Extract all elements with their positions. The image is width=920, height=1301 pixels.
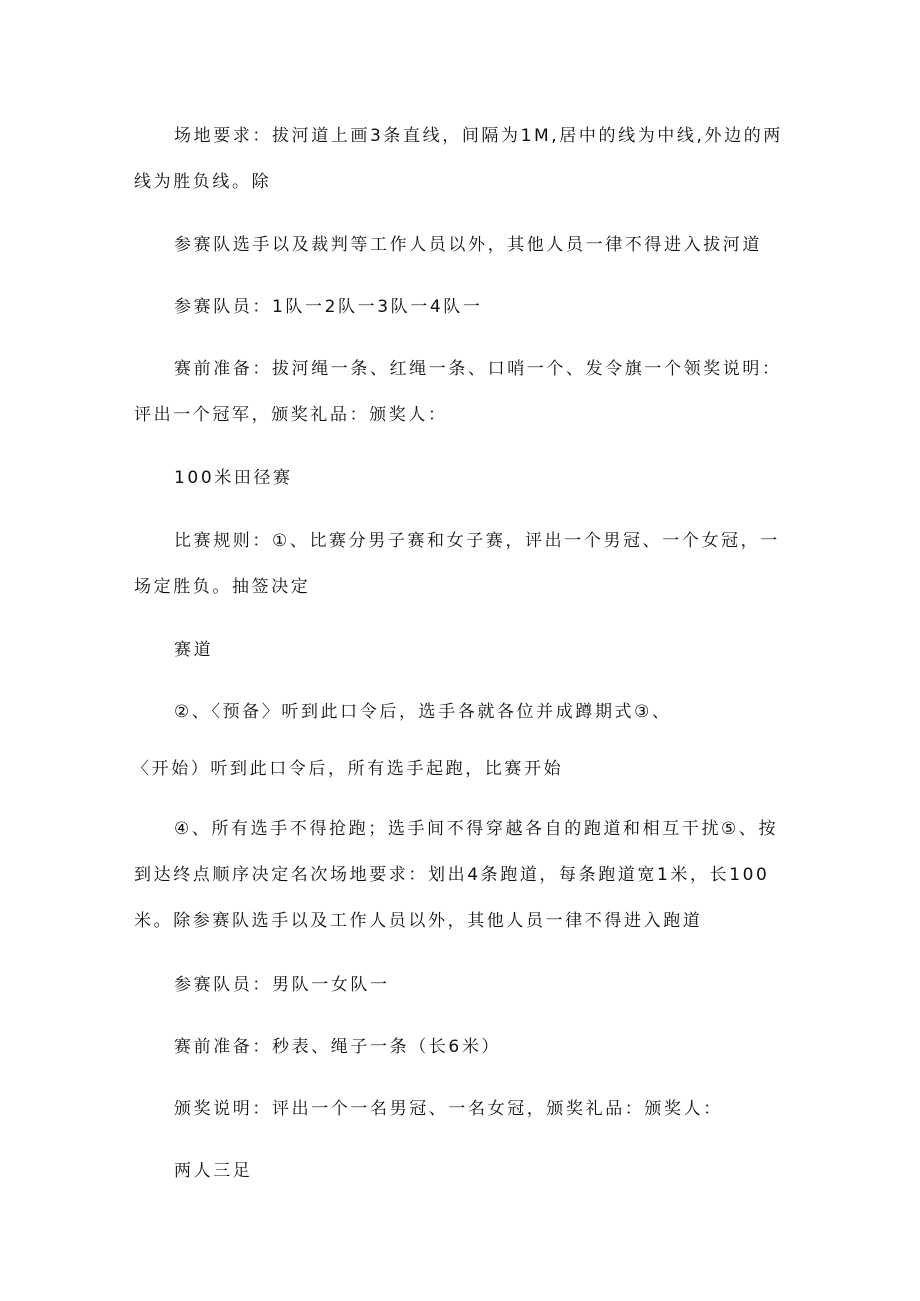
paragraph-tug-of-war-restriction: 参赛队选手以及裁判等工作人员以外，其他人员一律不得进入拔河道 <box>174 235 762 255</box>
section-heading-100m-race: 100米田径赛 <box>174 468 293 488</box>
paragraph-venue-requirements-tug-of-war: 场地要求：拔河道上画3条直线，间隔为1M,居中的线为中线,外边的两线为胜负线。除 <box>134 126 783 192</box>
paragraph-race-rules: 比赛规则：①、比赛分男子赛和女子赛，评出一个男冠、一个女冠，一场定胜负。抽签决定 <box>134 531 780 597</box>
section-heading-three-legged-race: 两人三足 <box>174 1161 253 1181</box>
paragraph-ready-command: ②、〈预备〉听到此口令后，选手各就各位并成蹲期式③、 <box>174 702 672 722</box>
paragraph-race-lane: 赛道 <box>174 640 214 660</box>
paragraph-start-command: 〈开始）听到此口令后，所有选手起跑，比赛开始 <box>132 759 564 779</box>
paragraph-race-preparation: 赛前准备：秒表、绳子一条（长6米） <box>174 1037 502 1057</box>
paragraph-tug-of-war-teams: 参赛队员：1队一2队一3队一4队一 <box>174 297 483 317</box>
paragraph-race-award-description: 颁奖说明：评出一个一名男冠、一名女冠，颁奖礼品：颁奖人： <box>174 1099 723 1119</box>
paragraph-race-conduct-and-venue: ④、所有选手不得抢跑；选手间不得穿越各自的跑道和相互干扰⑤、按到达终点顺序决定名次场地要求：划出4条跑道，每条跑道宽1米，长100米。除参赛队选手以及工作人员以外，其他人员一律不得进入跑道 <box>134 819 779 931</box>
paragraph-race-teams: 参赛队员：男队一女队一 <box>174 975 390 995</box>
paragraph-tug-of-war-preparation: 赛前准备：拔河绳一条、红绳一条、口哨一个、发令旗一个领奖说明：评出一个冠军，颁奖礼品：颁奖人： <box>134 359 782 425</box>
